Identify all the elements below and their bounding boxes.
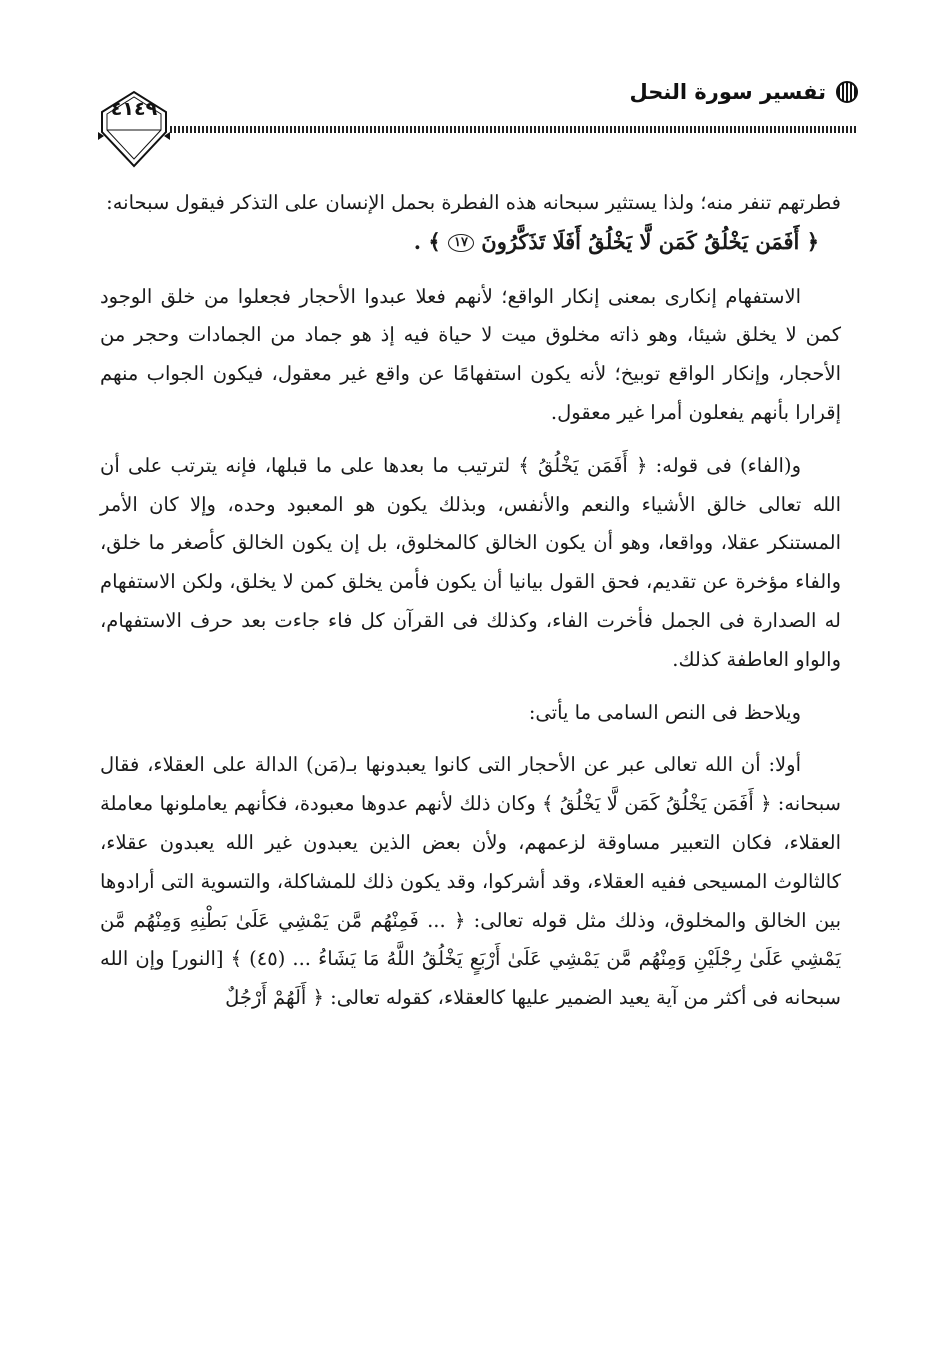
paragraph: و(الفاء) فى قوله: ﴿ أَفَمَن يَخْلُقُ ﴾ لترتيب ما بعدها على ما قبلها، فإنه يترتب على أن الله تعالى خالق الأشياء والنعم والأنفس، وبذلك يكون هو المعبود وحده، وإلا كان الأمر المستنكر عقلا، وواقعا، وهو أن يكون الخالق كالمخلوق، بل إن يكون الخالق كأصغر ما خلق، والفاء مؤخرة عن تقديم، فحق القول بيانيا أن يكون فأمن يخلق كمن لا يخلق، ولكن الاستفهام له الصدارة فى الجمل فأخرت الفاء، وكذلك فى القرآن كل فاء جاءت بعد حرف الاستفهام، والواو العاطفة كذلك. <box>100 453 841 671</box>
verse-text: ﴿ أَفَمَن يَخْلُقُ كَمَن لَّا يَخْلُقُ أَفَلَا تَذَكَّرُونَ <box>481 228 819 254</box>
header-title-group <box>630 80 858 104</box>
header-rule <box>170 126 858 133</box>
running-title: تفسير سورة النحل <box>629 80 826 104</box>
paragraph: ويلاحظ فى النص السامى ما يأتى: <box>528 700 801 724</box>
ornament-icon <box>836 81 858 103</box>
page-body <box>100 184 841 1018</box>
ayah-number: ١٧ <box>448 234 474 252</box>
page-number: ٤١٤٩ <box>110 98 158 120</box>
quran-verse <box>100 223 841 262</box>
page-header <box>88 72 858 162</box>
paragraph: الاستفهام إنكارى بمعنى إنكار الواقع؛ لأنهم فعلا عبدوا الأحجار فجعلوا من خلق الوجود كمن لا يخلق شيئا، وهو ذاته مخلوق ميت لا حياة فيه إذ هو جماد من الجمادات وحجر من الأحجار، وإنكار الواقع توبيخ؛ لأنه يكون استفهامًا عن واقع غير معقول، فيكون الجواب منهم إقرارا بأنهم يفعلون أمرا غير معقول. <box>100 284 841 424</box>
page-number-badge <box>94 86 174 170</box>
verse-close: ﴾ . <box>413 228 441 254</box>
paragraph: فطرتهم تنفر منه؛ ولذا يستثير سبحانه هذه الفطرة بحمل الإنسان على التذكر فيقول سبحانه: <box>106 191 841 214</box>
paragraph: أولا: أن الله تعالى عبر عن الأحجار التى كانوا يعبدونها بـ(مَن) الدالة على العقلاء، فقال سبحانه: ﴿ أَفَمَن يَخْلُقُ كَمَن لَّا يَخْلُقُ ﴾ وكان ذلك لأنهم عدوها معبودة، فكأنهم يعاملونها معاملة العقلاء، فكان التعبير مساوقة لزعمهم، ولأن بعض الذين يعبدون غير الله يعبدون عقلاء، كالثالوث المسيحى ففيه العقلاء، وقد أشركوا، وقد يكون ذلك للمشاكلة، والتسوية التى أرادوها بين الخالق والمخلوق، وذلك مثل قوله تعالى: ﴿ ... فَمِنْهُم مَّن يَمْشِي عَلَىٰ بَطْنِهِ وَمِنْهُم مَّن يَمْشِي عَلَىٰ رِجْلَيْنِ وَمِنْهُم مَّن يَمْشِي عَلَىٰ أَرْبَعٍ يَخْلُقُ اللَّهُ مَا يَشَاءُ ... (٤٥) ﴾ [النور] وإن الله سبحانه فى أكثر من آية يعيد الضمير عليها كالعقلاء، كقوله تعالى: ﴿ أَلَهُمْ أَرْجُلٌ <box>100 753 841 1010</box>
